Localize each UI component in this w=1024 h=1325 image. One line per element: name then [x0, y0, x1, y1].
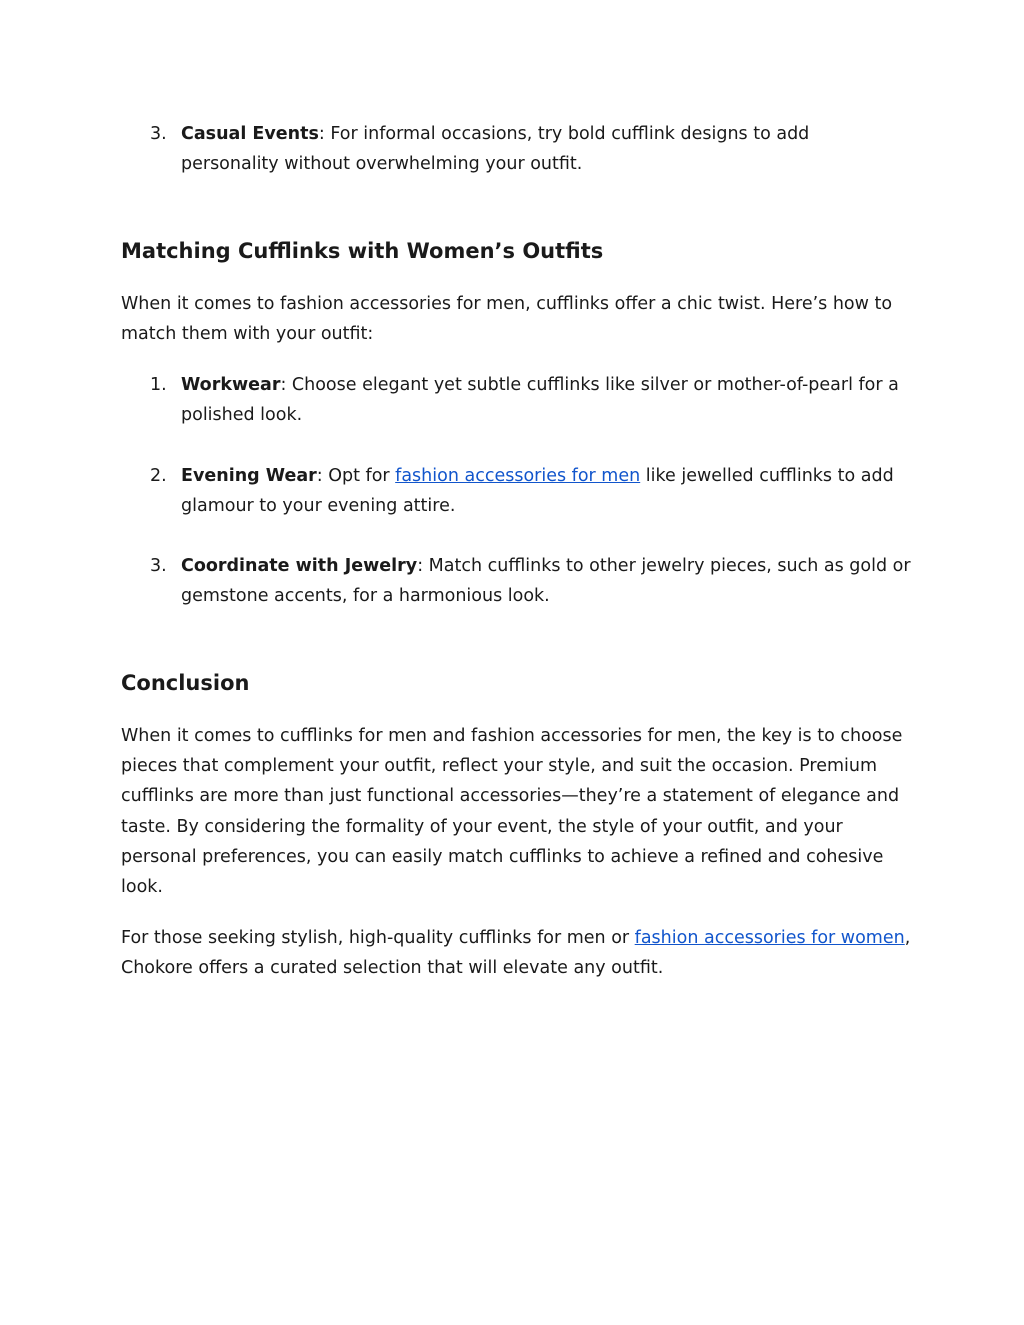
- list-item-body: [181, 551, 911, 611]
- list-item-title: Casual Events: [181, 124, 319, 144]
- list-item-text: : Match cufflinks to other jewelry pieces, such as gold or gemstone accents, for a harmonious look.: [181, 556, 911, 606]
- closing-paragraph: [121, 923, 911, 983]
- closing-text: , Chokore offers a curated selection that will elevate any outfit.: [121, 928, 911, 979]
- list-item-title: Evening Wear: [181, 466, 317, 486]
- intro-paragraph: When it comes to fashion accessories for men, cufflinks offer a chic twist. Here’s how to match them with your outfit:: [121, 294, 893, 345]
- list-item-body: [181, 370, 911, 430]
- list-item-text: : For informal occasions, try bold cufflink designs to add personality without overwhelming your outfit.: [181, 124, 810, 174]
- section-heading-womens-outfits: Matching Cufflinks with Women’s Outfits: [121, 239, 604, 263]
- list-number: 2.: [150, 466, 167, 486]
- list-item-body: [181, 119, 911, 179]
- list-item-text: : Opt for: [316, 466, 396, 486]
- conclusion-paragraph: When it comes to cufflinks for men and fashion accessories for men, the key is to choose pieces that complement your outfit, reflect your style, and suit the occasion. Premium cufflinks are more than just functional accessories—they’re a statement of elegance and taste. By considering the formality of your event, the style of your outfit, and your personal preferences, you can easily match cufflinks to achieve a refined and cohesive look.: [121, 726, 903, 898]
- list-item-body: [181, 461, 911, 521]
- list-item-text: like jewelled cufflinks to add glamour to your evening attire.: [181, 466, 894, 516]
- section-heading-conclusion: Conclusion: [121, 671, 250, 695]
- list-item-title: Coordinate with Jewelry: [181, 556, 418, 576]
- fashion-accessories-for-women-link[interactable]: fashion accessories for women: [634, 928, 905, 948]
- list-item-title: Workwear: [181, 375, 281, 395]
- list-item-text: : Choose elegant yet subtle cufflinks like silver or mother-of-pearl for a polished look.: [181, 375, 899, 425]
- closing-text: For those seeking stylish, high-quality cufflinks for men or: [121, 928, 635, 948]
- list-number: 1.: [150, 375, 167, 395]
- fashion-accessories-for-men-link[interactable]: fashion accessories for men: [395, 466, 641, 486]
- list-number: 3.: [150, 124, 167, 144]
- list-number: 3.: [150, 556, 167, 576]
